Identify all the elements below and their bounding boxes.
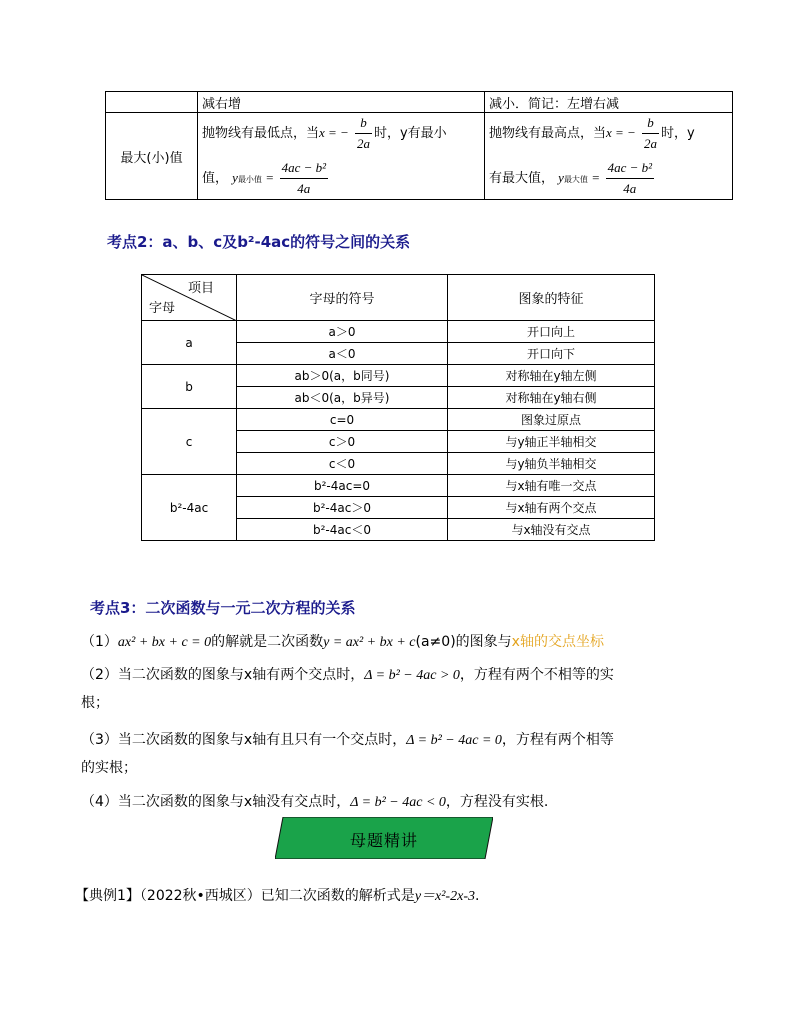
math: y = ax² + bx + c (323, 635, 416, 650)
frac-den: 2a (643, 136, 657, 151)
text: （3）当二次函数的图象与x轴有且只有一个交点时， (81, 732, 407, 748)
math: Δ = b² − 4ac < 0 (350, 795, 446, 810)
text: ，方程有两个不相等的实 (459, 667, 614, 683)
example-1 (75, 886, 479, 907)
sign-cell: ab＜0(a，b异号) (237, 387, 448, 409)
feature-cell: 与y轴负半轴相交 (448, 453, 655, 475)
text: (a≠0)的图象与 (415, 634, 512, 650)
text: 时，y有最小 (373, 126, 447, 141)
frac-num: 4ac − b² (606, 158, 654, 179)
banner-label: 母题精讲 (349, 831, 418, 850)
feature-cell: 与y轴正半轴相交 (448, 431, 655, 453)
text: 的解就是二次函数 (211, 634, 324, 650)
text: 时，y (660, 126, 695, 141)
header-item: 项目 (187, 281, 214, 296)
max-min-label: 最大(小)值 (106, 113, 198, 200)
frac-num: 4ac − b² (280, 158, 328, 179)
sign-cell: ab＞0(a，b同号) (237, 365, 448, 387)
extremum-table (105, 91, 733, 200)
text: （2）当二次函数的图象与x轴有两个交点时， (81, 667, 365, 683)
fraction (606, 158, 654, 199)
fraction (642, 113, 659, 154)
math: = (266, 170, 274, 185)
sign-cell: b²-4ac＞0 (237, 497, 448, 519)
subscript: 最大值 (563, 175, 588, 184)
text: （2022秋•西城区）已知二次函数的解析式是 (139, 888, 415, 904)
paragraph-3 (81, 730, 701, 785)
text: 抛物线有最低点，当 (202, 126, 320, 141)
feature-cell: 与x轴有唯一交点 (448, 475, 655, 497)
subscript: 最小值 (237, 175, 262, 184)
feature-cell: 对称轴在y轴左侧 (448, 365, 655, 387)
max-value-cell (485, 113, 733, 200)
highlight-text: x轴的交点坐标 (511, 634, 604, 650)
frac-den: 4a (297, 181, 311, 196)
feature-cell: 开口向下 (448, 343, 655, 365)
paragraph-2 (81, 665, 701, 720)
letter-cell: b (142, 365, 237, 409)
math: y (558, 170, 564, 185)
math: Δ = b² − 4ac = 0 (406, 733, 502, 748)
sign-cell: b²-4ac=0 (237, 475, 448, 497)
text: ，方程没有实根. (445, 794, 549, 810)
text: ，方程有两个相等 (501, 732, 614, 748)
text: 有最大值， (489, 171, 555, 186)
diagonal-header-cell (142, 275, 237, 321)
math: x = − (606, 125, 636, 140)
text: （4）当二次函数的图象与x轴没有交点时， (81, 794, 351, 810)
fraction (280, 158, 328, 199)
table1-cell: 减右增 (198, 92, 485, 113)
text: 根； (81, 695, 109, 711)
sign-cell: c＞0 (237, 431, 448, 453)
letter-cell: c (142, 409, 237, 475)
frac-den: 4a (623, 181, 637, 196)
sign-cell: a＞0 (237, 321, 448, 343)
header-sign: 字母的符号 (237, 275, 448, 321)
math: = (592, 170, 600, 185)
sign-table (141, 274, 655, 541)
text: （1） (81, 634, 118, 650)
kaodian2-heading: 考点2：a、b、c及b²-4ac的符号之间的关系 (107, 233, 411, 251)
sign-cell: a＜0 (237, 343, 448, 365)
paragraph-1 (81, 632, 604, 653)
frac-den: 2a (356, 136, 370, 151)
feature-cell: 对称轴在y轴右侧 (448, 387, 655, 409)
letter-cell: a (142, 321, 237, 365)
feature-cell: 图象过原点 (448, 409, 655, 431)
letter-cell: b²-4ac (142, 475, 237, 541)
example-tag: 【典例1】 (75, 888, 140, 904)
header-feature: 图象的特征 (448, 275, 655, 321)
math: ax² + bx + c = 0 (117, 635, 212, 650)
feature-cell: 与x轴有两个交点 (448, 497, 655, 519)
sign-cell: b²-4ac＜0 (237, 519, 448, 541)
math: x = − (319, 125, 349, 140)
header-letter: 字母 (149, 301, 176, 316)
math: y (232, 170, 238, 185)
table1-cell: 减小．简记：左增右减 (485, 92, 733, 113)
min-value-cell (198, 113, 485, 200)
text: . (474, 888, 480, 904)
text: 的实根； (81, 760, 137, 776)
paragraph-4 (81, 792, 548, 813)
feature-cell: 与x轴没有交点 (448, 519, 655, 541)
frac-num: b (642, 113, 659, 134)
sign-cell: c＜0 (237, 453, 448, 475)
math: Δ = b² − 4ac > 0 (364, 668, 460, 683)
text: 值， (202, 171, 229, 186)
fraction (355, 113, 372, 154)
feature-cell: 开口向上 (448, 321, 655, 343)
text: 抛物线有最高点，当 (489, 126, 607, 141)
math: y＝x²-2x-3 (414, 889, 475, 904)
kaodian3-heading: 考点3：二次函数与一元二次方程的关系 (90, 599, 356, 617)
sign-cell: c=0 (237, 409, 448, 431)
frac-num: b (355, 113, 372, 134)
table1-empty-cell (106, 92, 198, 113)
section-banner (275, 817, 493, 859)
